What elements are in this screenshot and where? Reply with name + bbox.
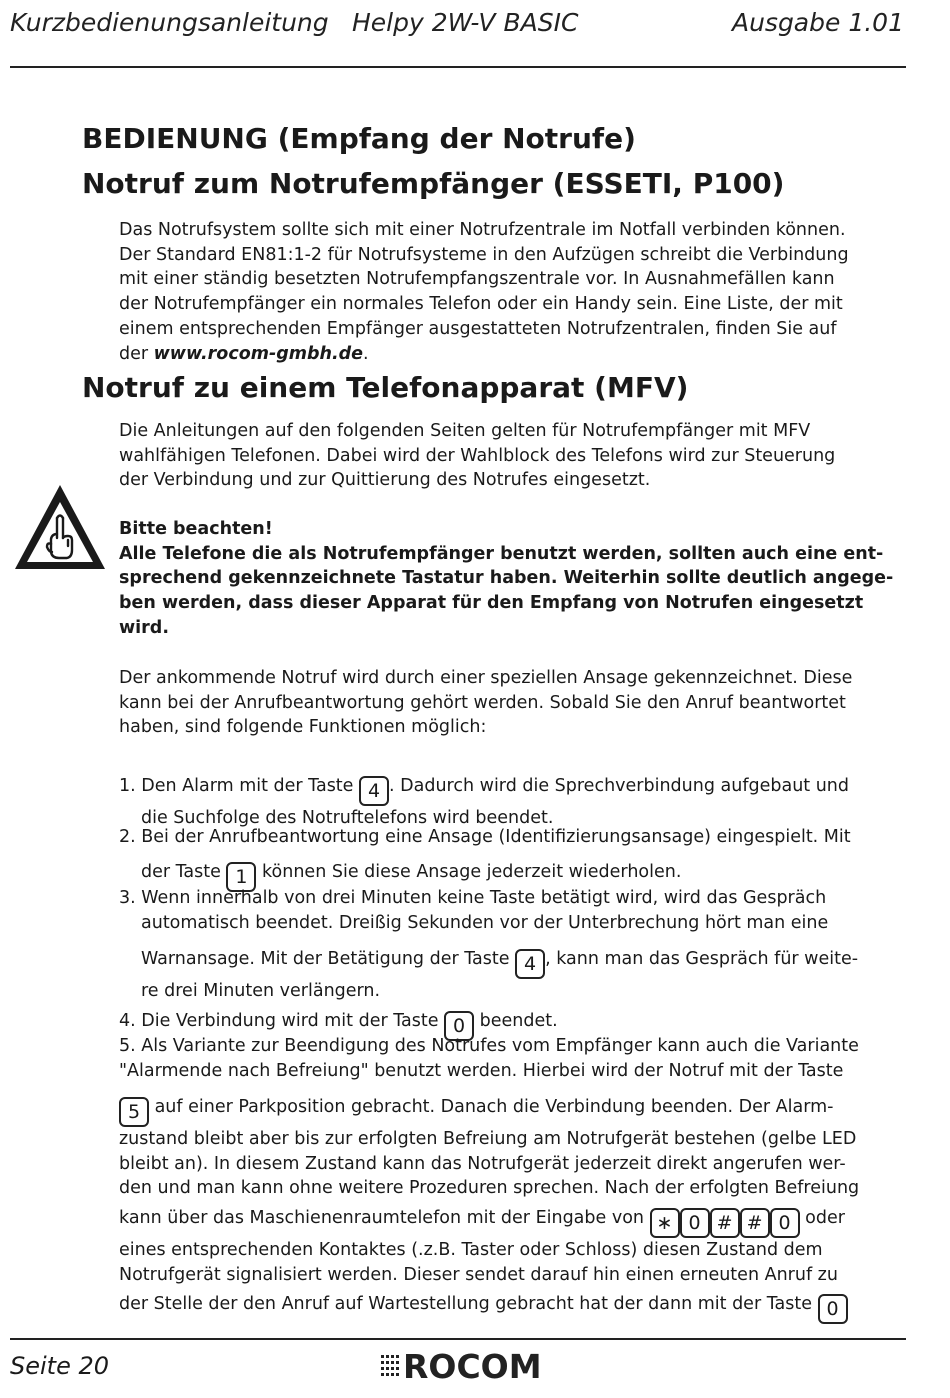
text-line: ben werden, dass dieser Apparat für den Empfang von Notrufen eingesetzt [119, 593, 864, 614]
text-line: Der ankommende Notruf wird durch einer speziellen Ansage gekennzeichnet. Diese [119, 668, 853, 688]
text-line [119, 947, 909, 979]
section-heading-operation: BEDIENUNG (Empfang der Notrufe) [82, 122, 636, 155]
text-line: 2. Bei der Anrufbeantwortung eine Ansage (Identifizierungsansage) eingespielt. Mit [119, 827, 851, 847]
text-line: automatisch beendet. Dreißig Sekunden vor der Unterbrechung hört man eine [141, 912, 829, 933]
rocom-logo-mark-icon [380, 1352, 400, 1380]
list-item-1 [119, 774, 909, 831]
text-fragment: 1. Den Alarm mit der Taste [119, 776, 360, 796]
text-fragment: 4. Die Verbindung wird mit der Taste [119, 1011, 445, 1031]
text-fragment: der Taste [141, 862, 227, 882]
list-item-5-sequence [119, 1206, 909, 1287]
text-line: re drei Minuten verlängern. [141, 981, 381, 1001]
text-line [119, 1095, 909, 1127]
text-fragment: beendet. [474, 1011, 558, 1031]
text-fragment: kann über das Maschienenraumtelefon mit der Eingabe von [119, 1208, 650, 1228]
header-product: Helpy 2W-V BASIC [352, 8, 579, 37]
footer-rule [10, 1338, 906, 1340]
text-line: bleibt an). In diesem Zustand kann das Notrufgerät jederzeit direkt angerufen wer- [119, 1153, 846, 1174]
text-line: haben, sind folgende Funktionen möglich: [119, 717, 487, 738]
text-line: 5. Als Variante zur Beendigung des Notrufes vom Empfänger kann auch die Variante [119, 1036, 859, 1056]
key-1-icon: 1 [226, 862, 256, 892]
section-heading-receiver: Notruf zum Notrufempfänger (ESSETI, P100) [82, 167, 785, 200]
telephone-paragraph [119, 419, 909, 493]
text-fragment: können Sie diese Ansage jederzeit wiederholen. [256, 862, 682, 882]
incoming-call-paragraph [119, 666, 909, 740]
key-hash-icon: # [710, 1208, 740, 1238]
key-hash-icon: # [740, 1208, 770, 1238]
text-line [119, 1206, 909, 1238]
text-line: Alle Telefone die als Notrufempfänger benutzt werden, sollten auch eine ent- [119, 543, 884, 564]
list-item-3 [119, 886, 909, 935]
text-line: der Notrufempfänger ein normales Telefon oder ein Handy sein. Eine Liste, der mit [119, 294, 843, 315]
key-0-icon: 0 [770, 1208, 800, 1238]
text-fragment: der [119, 343, 154, 364]
text-line: Die Anleitungen auf den folgenden Seiten gelten für Notrufempfänger mit MFV [119, 421, 811, 441]
text-line: den und man kann ohne weitere Prozeduren sprechen. Nach der erfolgten Befreiung [119, 1178, 860, 1199]
text-line: "Alarmende nach Befreiung" benutzt werden. Hierbei wird der Notruf mit der Taste [119, 1060, 844, 1081]
text-line [119, 774, 909, 806]
text-line: einem entsprechenden Empfänger ausgestatteten Notrufzentralen, finden Sie auf [119, 318, 837, 339]
text-line: wahlfähigen Telefonen. Dabei wird der Wahlblock des Telefons wird zur Steuerung [119, 445, 836, 466]
text-line: wird. [119, 617, 169, 638]
text-fragment: oder [799, 1208, 845, 1228]
text-line: die Suchfolge des Notruftelefons wird beendet. [141, 808, 554, 828]
header-doc-type: Kurzbedienungsanleitung [10, 8, 329, 37]
text-fragment: auf einer Parkposition gebracht. Danach die Verbindung beenden. Der Alarm- [149, 1097, 834, 1117]
rocom-logo-text: ROCOM [403, 1346, 542, 1386]
text-fragment: . [363, 343, 369, 364]
text-fragment: Warnansage. Mit der Betätigung der Taste [141, 949, 516, 969]
key-star-icon: ∗ [650, 1208, 680, 1238]
list-item-5-cont [119, 1095, 909, 1201]
list-item-5-end [119, 1292, 909, 1324]
rocom-logo [380, 1348, 542, 1384]
warning-hand-icon [12, 482, 108, 572]
warning-title: Bitte beachten! [119, 519, 273, 539]
text-line [119, 1292, 909, 1324]
text-line: Der Standard EN81:1-2 für Notrufsysteme in den Aufzügen schreibt die Verbindung [119, 244, 849, 265]
key-0-icon: 0 [680, 1208, 710, 1238]
text-line [119, 342, 909, 367]
text-line: mit einer ständig besetzten Notrufempfangszentrale vor. In Ausnahmefällen kann [119, 269, 835, 290]
list-item-3-cont [119, 947, 909, 1004]
key-5-icon: 5 [119, 1097, 149, 1127]
text-line: Notrufgerät signalisiert werden. Dieser sendet darauf hin einen erneuten Anruf zu [119, 1264, 838, 1285]
key-4-icon: 4 [515, 949, 545, 979]
text-line: zustand bleibt aber bis zur erfolgten Befreiung am Notrufgerät bestehen (gelbe LED [119, 1129, 857, 1149]
text-fragment: , kann man das Gespräch für weite- [545, 949, 859, 969]
header-rule [10, 66, 906, 68]
text-line: 3. Wenn innerhalb von drei Minuten keine Taste betätigt wird, wird das Gespräch [119, 888, 827, 908]
website-link[interactable]: www.rocom-gmbh.de [153, 343, 364, 364]
key-0-icon: 0 [444, 1011, 474, 1041]
list-item-2 [119, 825, 909, 850]
text-line: kann bei der Anrufbeantwortung gehört werden. Sobald Sie den Anruf beantwortet [119, 692, 846, 713]
header-edition: Ausgabe 1.01 [731, 8, 904, 37]
text-line: der Verbindung und zur Quittierung des Notrufes eingesetzt. [119, 470, 651, 491]
text-fragment: . Dadurch wird die Sprechverbindung aufgebaut und [389, 776, 849, 796]
list-item-5 [119, 1034, 909, 1083]
page-number: Seite 20 [10, 1352, 110, 1380]
text-fragment: der Stelle der den Anruf auf Wartestellung gebracht hat der dann mit der Taste [119, 1294, 818, 1314]
intro-paragraph [119, 218, 909, 366]
text-line: eines entsprechenden Kontaktes (.z.B. Taster oder Schloss) diesen Zustand dem [119, 1240, 823, 1260]
text-line: sprechend gekennzeichnete Tastatur haben. Weiterhin sollte deutlich angege- [119, 568, 894, 589]
key-0-icon: 0 [818, 1294, 848, 1324]
key-4-icon: 4 [359, 776, 389, 806]
section-heading-telephone: Notruf zu einem Telefonapparat (MFV) [82, 371, 689, 404]
warning-notice [119, 517, 909, 641]
text-line: Das Notrufsystem sollte sich mit einer Notrufzentrale im Notfall verbinden können. [119, 220, 846, 240]
